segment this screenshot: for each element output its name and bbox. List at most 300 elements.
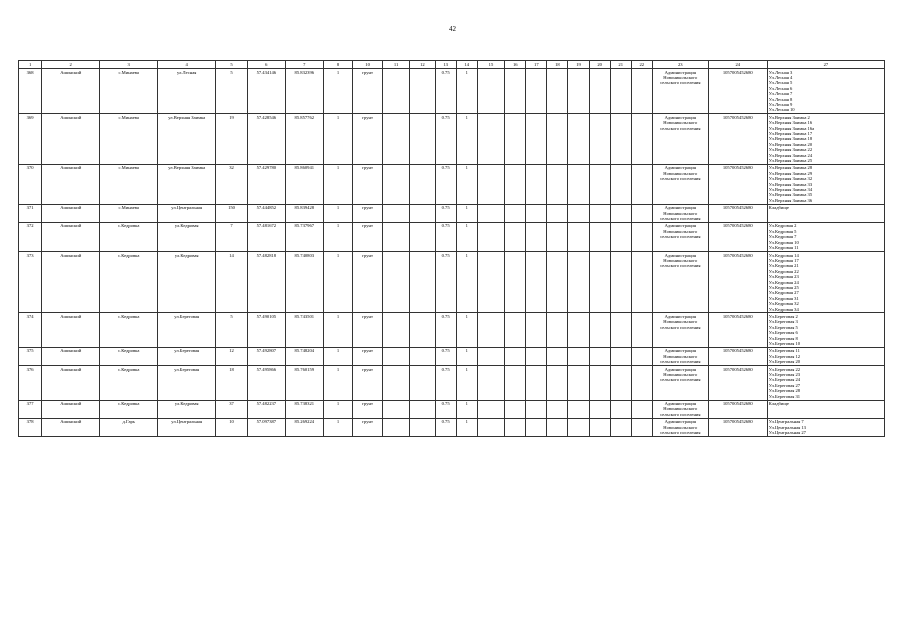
ogrn-cell: 1057005452680 [708,114,767,165]
latitude-cell: 57.490105 [247,313,285,347]
village-cell: с.Кедровка [100,366,158,400]
empty-cell [610,418,631,436]
empty-cell [547,164,568,204]
address-item: Ул.Лесная 3 [768,69,793,75]
address-item: Ул.Береговая 27 [768,382,801,388]
table-row [19,222,885,251]
district-cell: Ашинский [42,366,100,400]
owner-cell: Администрация Новоникольского сельского поселения [652,114,708,165]
empty-cell [568,313,589,347]
ogrn-cell: 1057005452680 [708,313,767,347]
empty-cell [526,313,547,347]
area-cell: 0.75 [435,114,456,165]
column-header: 21 [610,61,631,69]
address-item: Ул.Верхняя Заимка 22 [768,147,813,153]
column-header: 18 [547,61,568,69]
owner-cell: Администрация Новоникольского сельского поселения [652,69,708,114]
empty-cell [526,69,547,114]
address-item: Ул.Лесная 6 [768,85,793,91]
area-cell: 0.75 [435,347,456,365]
register-table [18,60,885,437]
house-cell: 32 [216,164,248,204]
area-cell: 0.75 [435,69,456,114]
served-addresses-cell [767,347,884,365]
empty-cell [631,164,652,204]
table-row [19,400,885,418]
longitude-cell: 85.269224 [285,418,323,436]
address-item: Ул.Лесная 4 [768,74,793,80]
empty-cell [610,204,631,222]
cover-type-cell: грунт [353,69,383,114]
count-cell: 1 [456,204,477,222]
longitude-cell: 85.760159 [285,366,323,400]
village-cell: д.Гарь [100,418,158,436]
address-item: Ул.Лесная 8 [768,96,793,102]
served-addresses-cell [767,204,884,222]
address-item: Ул.Верхняя Заимка 33 [768,181,813,187]
empty-cell [631,347,652,365]
quantity-cell: 1 [323,164,353,204]
empty-cell [505,366,526,400]
quantity-cell: 1 [323,69,353,114]
quantity-cell: 1 [323,313,353,347]
address-item: Ул.Кедровая 21 [768,263,799,269]
empty-cell [526,164,547,204]
address-item: Ул.Верхняя Заимка 35 [768,192,813,198]
village-cell: с.Кедровка [100,222,158,251]
empty-cell [505,252,526,313]
address-item: Кладбище [768,205,789,211]
empty-cell [382,252,409,313]
address-item: Ул.Береговая 10 [768,341,801,346]
table-row [19,164,885,204]
address-item: Ул.Береговая 23 [768,372,801,378]
empty-cell [382,347,409,365]
empty-cell [568,366,589,400]
longitude-cell: 85.740803 [285,252,323,313]
column-header: 15 [477,61,504,69]
cover-type-cell: грунт [353,164,383,204]
empty-cell [477,114,504,165]
longitude-cell: 85.839428 [285,204,323,222]
count-cell: 1 [456,418,477,436]
row-number: 370 [19,164,42,204]
cover-type-cell: грунт [353,400,383,418]
served-addresses-cell [767,252,884,313]
latitude-cell: 57.434146 [247,69,285,114]
empty-cell [477,252,504,313]
column-header: 2 [42,61,100,69]
column-header: 7 [285,61,323,69]
column-header: 27 [767,61,884,69]
empty-cell [610,252,631,313]
empty-cell [477,418,504,436]
empty-cell [547,69,568,114]
district-cell: Ашинский [42,222,100,251]
column-header: 16 [505,61,526,69]
empty-cell [526,418,547,436]
empty-cell [505,400,526,418]
served-addresses-cell [767,418,884,436]
address-item: Ул.Кедровая 7 [768,234,797,240]
empty-cell [382,114,409,165]
empty-cell [631,69,652,114]
address-item: Ул.Кедровая 2 [768,223,797,229]
empty-cell [382,313,409,347]
address-item: Ул.Верхняя Заимка 32 [768,176,813,182]
address-item: Ул.Кедровая 22 [768,268,799,274]
address-item: Ул.Верхняя Заимка 24 [768,152,813,158]
empty-cell [526,114,547,165]
address-item: Ул.Береговая 24 [768,377,801,383]
owner-cell: Администрация Новоникольского сельского поселения [652,313,708,347]
district-cell: Ашинский [42,204,100,222]
address-item: Ул.Береговая 3 [768,319,798,325]
area-cell: 0.75 [435,366,456,400]
empty-cell [568,222,589,251]
owner-cell: Администрация Новоникольского сельского поселения [652,347,708,365]
empty-cell [610,400,631,418]
table-body [19,69,885,437]
owner-cell: Администрация Новоникольского сельского поселения [652,418,708,436]
empty-cell [382,418,409,436]
address-item: Ул.Береговая 20 [768,359,801,365]
latitude-cell: 57.482237 [247,400,285,418]
empty-cell [547,114,568,165]
house-cell: 7 [216,222,248,251]
address-item: Ул.Кедровая 11 [768,245,799,251]
row-number: 376 [19,366,42,400]
count-cell: 1 [456,347,477,365]
empty-cell [505,222,526,251]
cover-type-cell: грунт [353,418,383,436]
table-row [19,69,885,114]
empty-cell [410,114,435,165]
empty-cell [589,418,610,436]
house-cell: 19 [216,114,248,165]
empty-cell [410,313,435,347]
empty-cell [382,164,409,204]
empty-cell [526,400,547,418]
empty-cell [477,400,504,418]
address-item: Ул.Верхняя Заимка 2 [768,114,810,120]
empty-cell [382,366,409,400]
quantity-cell: 1 [323,204,353,222]
empty-cell [505,418,526,436]
address-item: Ул.Кедровая 31 [768,295,799,301]
address-item: Ул.Лесная 10 [768,107,795,113]
latitude-cell: 57.492807 [247,347,285,365]
empty-cell [568,69,589,114]
row-number: 373 [19,252,42,313]
served-addresses-cell [767,400,884,418]
empty-cell [382,222,409,251]
street-cell: ул.Верхняя Заимка [158,164,216,204]
ogrn-cell: 1057005452680 [708,252,767,313]
village-cell: с.Минаева [100,114,158,165]
address-item: Ул.Береговая 28 [768,388,801,394]
cover-type-cell: грунт [353,252,383,313]
latitude-cell: 57.097387 [247,418,285,436]
street-cell: ул.Кедровая [158,400,216,418]
address-item: Ул.Кедровая 23 [768,274,799,280]
address-item: Ул.Верхняя Заимка 20 [768,141,813,147]
village-cell: с.Минаева [100,204,158,222]
address-item: Ул.Лесная 5 [768,80,793,86]
quantity-cell: 1 [323,400,353,418]
address-item: Ул.Кедровая 24 [768,279,799,285]
served-addresses-cell [767,366,884,400]
area-cell: 0.75 [435,252,456,313]
empty-cell [610,347,631,365]
address-item: Ул.Верхняя Заимка 16а [768,125,815,131]
area-cell: 0.75 [435,313,456,347]
row-number: 371 [19,204,42,222]
count-cell: 1 [456,366,477,400]
address-item: Ул.Береговая 22 [768,366,801,372]
latitude-cell: 57.481672 [247,222,285,251]
count-cell: 1 [456,114,477,165]
address-item: Ул.Верхняя Заимка 16 [768,120,813,126]
empty-cell [631,252,652,313]
longitude-cell: 85.738321 [285,400,323,418]
empty-cell [631,400,652,418]
house-cell: 5 [216,313,248,347]
address-item: Ул.Кедровая 25 [768,284,799,290]
address-item: Ул.Кедровая 14 [768,252,799,258]
address-item: Ул.Верхняя Заимка 29 [768,170,813,176]
empty-cell [477,204,504,222]
empty-cell [568,164,589,204]
served-addresses-cell [767,222,884,251]
address-item: Ул.Лесная 7 [768,91,793,97]
street-cell: ул.Верхняя Заимка [158,114,216,165]
column-header: 17 [526,61,547,69]
address-item: Ул.Береговая 11 [768,348,800,354]
empty-cell [610,366,631,400]
address-item: Ул.Верхняя Заимка 17 [768,130,813,136]
owner-cell: Администрация Новоникольского сельского поселения [652,222,708,251]
house-cell: 150 [216,204,248,222]
address-item: Ул.Кедровая 32 [768,301,799,307]
empty-cell [505,313,526,347]
house-cell: 18 [216,366,248,400]
empty-cell [589,164,610,204]
empty-cell [631,418,652,436]
longitude-cell: 85.860941 [285,164,323,204]
address-item: Ул.Центральная 7 [768,419,804,425]
column-header: 3 [100,61,158,69]
area-cell: 0.75 [435,204,456,222]
district-cell: Ашинский [42,313,100,347]
empty-cell [568,418,589,436]
cover-type-cell: грунт [353,114,383,165]
area-cell: 0.75 [435,222,456,251]
empty-cell [477,366,504,400]
cover-type-cell: грунт [353,222,383,251]
district-cell: Ашинский [42,418,100,436]
column-header: 19 [568,61,589,69]
empty-cell [610,69,631,114]
latitude-cell: 57.482818 [247,252,285,313]
district-cell: Ашинский [42,164,100,204]
empty-cell [477,69,504,114]
area-cell: 0.75 [435,400,456,418]
village-cell: с.Кедровка [100,252,158,313]
address-item: Ул.Береговая 12 [768,353,801,359]
empty-cell [589,69,610,114]
street-cell: ул.Береговая [158,313,216,347]
column-header: 11 [382,61,409,69]
served-addresses-cell [767,164,884,204]
cover-type-cell: грунт [353,204,383,222]
column-header: 22 [631,61,652,69]
empty-cell [410,366,435,400]
empty-cell [610,164,631,204]
table-row [19,204,885,222]
address-item: Ул.Верхняя Заимка 36 [768,197,813,203]
address-item: Ул.Кедровая 34 [768,306,799,312]
row-number: 368 [19,69,42,114]
served-addresses-cell [767,114,884,165]
empty-cell [547,347,568,365]
column-header: 23 [652,61,708,69]
empty-cell [505,164,526,204]
district-cell: Ашинский [42,69,100,114]
empty-cell [410,164,435,204]
table-header-row [19,61,885,69]
empty-cell [547,222,568,251]
empty-cell [547,418,568,436]
house-cell: 12 [216,347,248,365]
empty-cell [410,222,435,251]
address-item: Ул.Верхняя Заимка 28 [768,165,813,171]
owner-cell: Администрация Новоникольского сельского поселения [652,204,708,222]
empty-cell [610,114,631,165]
latitude-cell: 57.444852 [247,204,285,222]
column-header: 1 [19,61,42,69]
latitude-cell: 57.429780 [247,164,285,204]
page-number: 42 [449,25,456,33]
empty-cell [410,69,435,114]
empty-cell [505,114,526,165]
table-row [19,418,885,436]
empty-cell [410,418,435,436]
address-item: Ул.Береговая 5 [768,324,798,330]
empty-cell [410,400,435,418]
quantity-cell: 1 [323,252,353,313]
address-item: Ул.Кедровая 10 [768,239,799,245]
row-number: 375 [19,347,42,365]
empty-cell [526,366,547,400]
row-number: 377 [19,400,42,418]
column-header: 24 [708,61,767,69]
ogrn-cell: 1057005452680 [708,366,767,400]
empty-cell [631,204,652,222]
ogrn-cell: 1057005452680 [708,400,767,418]
row-number: 369 [19,114,42,165]
street-cell: ул.Береговая [158,347,216,365]
empty-cell [547,313,568,347]
empty-cell [568,252,589,313]
empty-cell [526,347,547,365]
owner-cell: Администрация Новоникольского сельского поселения [652,400,708,418]
longitude-cell: 85.737967 [285,222,323,251]
empty-cell [382,69,409,114]
empty-cell [505,347,526,365]
empty-cell [631,222,652,251]
column-header: 4 [158,61,216,69]
empty-cell [568,347,589,365]
street-cell: ул.Лесная [158,69,216,114]
house-cell: 10 [216,418,248,436]
house-cell: 5 [216,69,248,114]
district-cell: Ашинский [42,252,100,313]
empty-cell [631,366,652,400]
empty-cell [589,313,610,347]
empty-cell [477,347,504,365]
empty-cell [410,347,435,365]
count-cell: 1 [456,313,477,347]
quantity-cell: 1 [323,347,353,365]
address-item: Кладбище [768,401,789,407]
owner-cell: Администрация Новоникольского сельского поселения [652,252,708,313]
street-cell: ул.Береговая [158,366,216,400]
row-number: 374 [19,313,42,347]
empty-cell [568,114,589,165]
empty-cell [568,400,589,418]
column-header: 14 [456,61,477,69]
street-cell: ул.Кедровая [158,222,216,251]
address-item: Ул.Кедровая 27 [768,290,799,296]
table-row [19,252,885,313]
served-addresses-cell [767,69,884,114]
quantity-cell: 1 [323,366,353,400]
column-header: 5 [216,61,248,69]
address-item: Ул.Центральная 13 [768,424,806,430]
village-cell: с.Кедровка [100,313,158,347]
count-cell: 1 [456,222,477,251]
empty-cell [382,400,409,418]
empty-cell [589,347,610,365]
cover-type-cell: грунт [353,313,383,347]
address-item: Ул.Береговая 8 [768,335,798,341]
area-cell: 0.75 [435,164,456,204]
table-row [19,347,885,365]
empty-cell [477,164,504,204]
empty-cell [589,222,610,251]
address-item: Ул.Верхняя Заимка 34 [768,187,813,193]
empty-cell [526,252,547,313]
longitude-cell: 85.748204 [285,347,323,365]
longitude-cell: 85.743501 [285,313,323,347]
longitude-cell: 85.857762 [285,114,323,165]
count-cell: 1 [456,252,477,313]
address-item: Ул.Кедровая 17 [768,257,799,263]
address-item: Ул.Береговая 31 [768,393,801,399]
village-cell: с.Кедровка [100,400,158,418]
empty-cell [589,366,610,400]
table-row [19,366,885,400]
empty-cell [526,204,547,222]
house-cell: 14 [216,252,248,313]
ogrn-cell: 1057005452680 [708,164,767,204]
count-cell: 1 [456,164,477,204]
cover-type-cell: грунт [353,366,383,400]
street-cell: ул.Центральная [158,204,216,222]
empty-cell [610,222,631,251]
longitude-cell: 85.832396 [285,69,323,114]
